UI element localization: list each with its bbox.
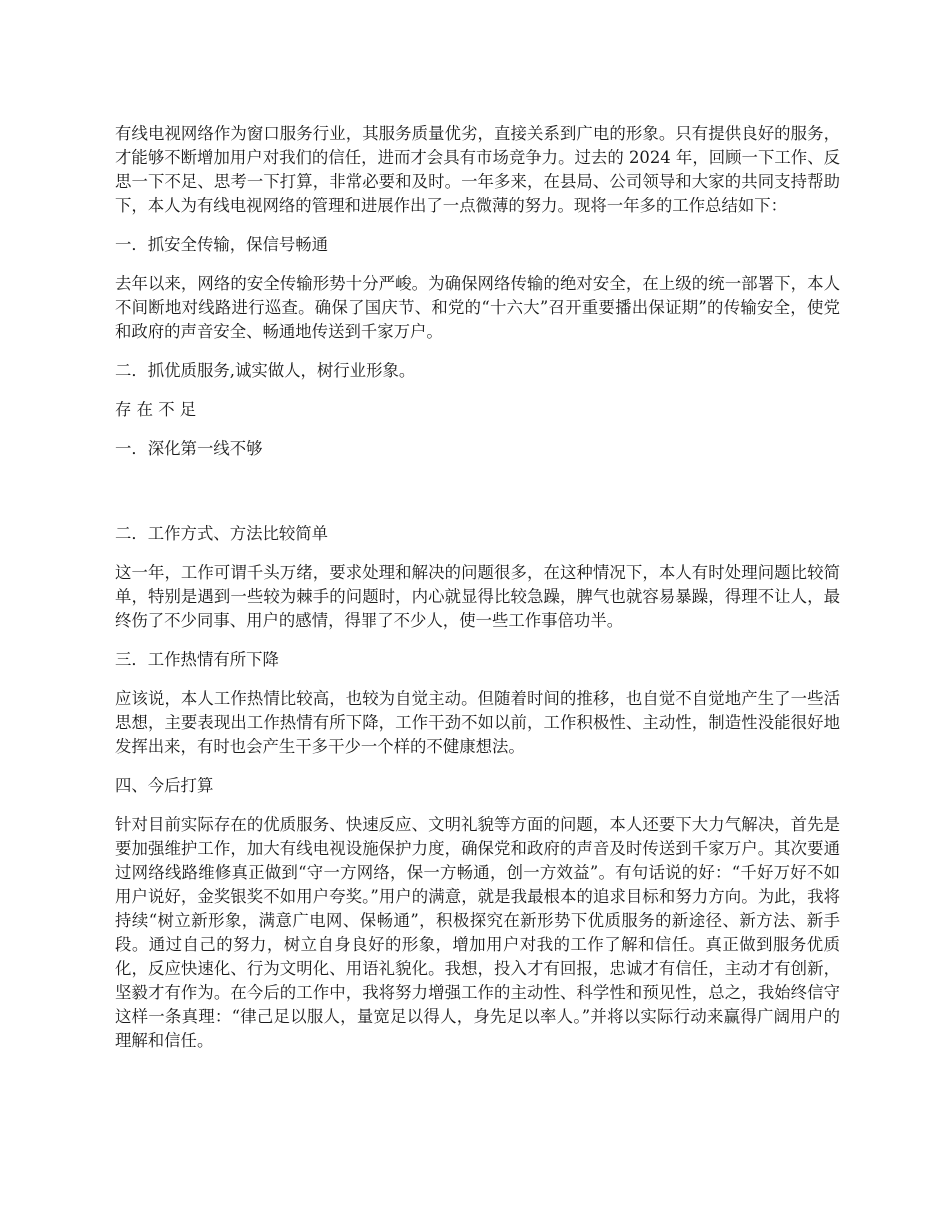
section-heading-enthusiasm: 三．工作热情有所下降 (115, 650, 279, 669)
intro-paragraph: 有线电视网络作为窗口服务行业，其服务质量优劣，直接关系到广电的形象。只有提供良好的服务，才能够不断增加用户对我们的信任，进而才会具有市场竞争力。过去的 2024 年，回顾一下工作、反思一下不足、思考一下打算，非常必要和及时。一年多来，在县局、公司领导和大家的共同支持帮助下，本人为有线电视网络的管理和进展作出了一点微薄的努力。现将一年多的工作总结如下： (115, 124, 840, 215)
document-page (115, 122, 840, 1068)
future-plans-paragraph: 针对目前实际存在的优质服务、快速反应、文明礼貌等方面的问题，本人还要下大力气解决，首先是要加强维护工作，加大有线电视设施保护力度，确保党和政府的声音及时传送到千家万户。其次要通过网络线路维修真正做到“守一方网络，保一方畅通，创一方效益”。有句话说的好：“千好万好不如用户说好，金奖银奖不如用户夸奖。”用户的满意，就是我最根本的追求目标和努力方向。为此，我将持续“树立新形象，满意广电网、保畅通”，积极探究在新形势下优质服务的新途径、新方法、新手段。通过自己的努力，树立自身良好的形象，增加用户对我的工作了解和信任。真正做到服务优质化，反应快速化、行为文明化、用语礼貌化。我想，投入才有回报，忠诚才有信任，主动才有创新，坚毅才有作为。在今后的工作中，我将努力增强工作的主动性、科学性和预见性，总之，我始终信守这样一条真理：“律己足以服人，量宽足以得人，身先足以率人。”并将以实际行动来赢得广阔用户的理解和信任。 (115, 815, 840, 1050)
safe-transmission-paragraph: 去年以来，网络的安全传输形势十分严峻。为确保网络传输的绝对安全，在上级的统一部署下，本人不间断地对线路进行巡查。确保了国庆节、和党的“十六大”召开重要播出保证期”的传输安全，使党和政府的声音安全、畅通地传送到千家万户。 (115, 274, 840, 341)
section-heading-quality-service: 二．抓优质服务,诚实做人，树行业形象。 (115, 361, 416, 380)
section-heading-safe-transmission: 一．抓安全传输，保信号畅通 (115, 235, 329, 254)
enthusiasm-paragraph: 应该说，本人工作热情比较高，也较为自觉主动。但随着时间的推移，也自觉不自觉地产生了一些活思想，主要表现出工作热情有所下降，工作干劲不如以前，工作积极性、主动性，制造性没能很好地发挥出来，有时也会产生干多干少一个样的不健康想法。 (115, 689, 840, 756)
section-heading-frontline: 一．深化第一线不够 (115, 439, 263, 458)
section-heading-work-method: 二．工作方式、方法比较简单 (115, 524, 329, 543)
section-heading-shortcomings: 存 在 不 足 (115, 400, 197, 419)
work-method-paragraph: 这一年，工作可谓千头万绪，要求处理和解决的问题很多，在这种情况下，本人有时处理问题比较简单，特别是遇到一些较为棘手的问题时，内心就显得比较急躁，脾气也就容易暴躁，得理不让人，最终伤了不少同事、用户的感情，得罪了不少人，使一些工作事倍功半。 (115, 563, 840, 630)
blank-spacer (115, 476, 840, 522)
section-heading-future-plans: 四、今后打算 (115, 776, 214, 795)
